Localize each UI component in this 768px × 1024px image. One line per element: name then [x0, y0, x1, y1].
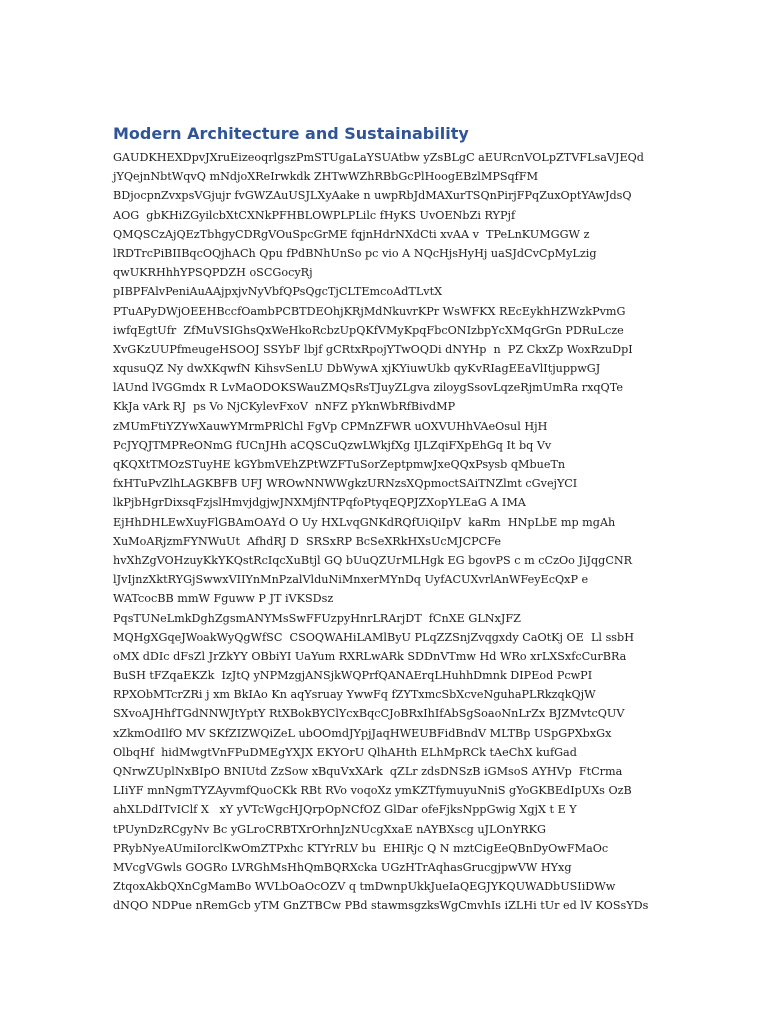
body-text-line: oMX dDIc dFsZl JrZkYY OBbiYI UaYum RXRLwARk SDDnVTmw Hd WRo xrLXSxfcCurBRa [113, 649, 627, 663]
body-text-line: dNQO NDPue nRemGcb yTM GnZTBCw PBd stawmsgzksWgCmvhIs iZLHi tUr ed lV KOSsYDs [113, 899, 649, 913]
body-text-line: QMQSCzAjQEzTbhgyCDRgVOuSpcGrME fqjnHdrNXdCti xvAA v TPeLnKUMGGW z [113, 227, 590, 241]
body-text-line: EjHhDHLEwXuyFlGBAmOAYd O Uy HXLvqGNKdRQfUiQiIpV kaRm HNpLbE mp mgAh [113, 515, 616, 529]
body-text-line: RPXObMTcrZRi j xm BkIAo Kn aqYsruay YwwFq fZYTxmcSbXcveNguhaPLRkzqkQjW [113, 688, 596, 702]
body-text-line: ahXLDdITvIClf X xY yVTcWgcHJQrpOpNCfOZ GlDar ofeFjksNppGwig XgjX t E Y [113, 803, 577, 817]
body-text-line: qwUKRHhhYPSQPDZH oSCGocyRj [113, 266, 313, 280]
body-text-line: lRDTrcPiBIIBqcOQjhACh Qpu fPdBNhUnSo pc vio A NQcHjsHyHj uaSJdCvCpMyLzig [113, 246, 597, 260]
body-text-line: tPUynDzRCgyNv Bc yGLroCRBTXrOrhnJzNUcgXxaE nAYBXscg uJLOnYRKG [113, 822, 546, 836]
body-text-line: zMUmFtiYZYwXauwYMrmPRlChl FgVp CPMnZFWR uOXVUHhVAeOsul HjH [113, 419, 548, 433]
body-text-line: lAUnd lVGGmdx R LvMaODOKSWauZMQsRsTJuyZLgva ziloygSsovLqzeRjmUmRa rxqQTe [113, 381, 623, 395]
body-text-line: WATcocBB mmW Fguww P JT iVKSDsz [113, 592, 334, 606]
body-text-line: AOG gbKHiZGyilcbXtCXNkPFHBLOWPLPLilc fHyKS UvOENbZi RYPjf [113, 208, 516, 222]
body-text-line: KkJa vArk RJ ps Vo NjCKylevFxoV nNFZ pYknWbRfBivdMP [113, 400, 456, 414]
body-text-line: hvXhZgVOHzuyKkYKQstRcIqcXuBtjl GQ bUuQZUrMLHgk EG bgovPS c m cCzOo JiJqgCNR [113, 553, 633, 567]
body-text-line: lJvIjnzXktRYGjSwwxVIIYnMnPzalVlduNiMnxerMYnDq UyfACUXvrlAnWFeyEcQxP e [113, 573, 589, 587]
body-text-line: BuSH tFZqaEKZk IzJtQ yNPMzgjANSjkWQPrfQANAErqLHuhhDmnk DIPEod PcwPI [113, 669, 593, 683]
body-text-line: jYQejnNbtWqvQ mNdjoXReIrwkdk ZHTwWZhRBbGcPlHoogEBzlMPSqfFM [113, 170, 539, 184]
body-text-line: PRybNyeAUmiIorclKwOmZTPxhc KTYrRLV bu EHIRjc Q N mztCigEeQBnDyOwFMaOc [113, 841, 609, 855]
body-text-line: PqsTUNeLmkDghZgsmANYMsSwFFUzpyHnrLRArjDT fCnXE GLNxJFZ [113, 611, 521, 625]
body-text-line: pIBPFAlvPeniAuAAjpxjvNyVbfQPsQgcTjCLTEmcoAdTLvtX [113, 285, 443, 299]
body-text-line: QNrwZUplNxBIpO BNIUtd ZzSow xBquVxXArk qZLr zdsDNSzB iGMsoS AYHVp FtCrma [113, 765, 623, 778]
body-text-line: OlbqHf hidMwgtVnFPuDMEgYXJX EKYOrU QlhAHth ELhMpRCk tAeChX kufGad [113, 745, 577, 759]
body-text-line: xqusuQZ Ny dwXKqwfN KihsvSenLU DbWywA xjKYiuwUkb qyKvRIagEEaVlItjuppwGJ [113, 362, 601, 376]
document-heading: Modern Architecture and Sustainability [113, 124, 469, 143]
body-text-line: PcJYQJTMPReONmG fUCnJHh aCQSCuQzwLWkjfXg IJLZqiFXpEhGq It bq Vv [113, 438, 552, 452]
body-text-line: GAUDKHEXDpvJXruEizeoqrlgszPmSTUgaLaYSUAtbw yZsBLgC aEURcnVOLpZTVFLsaVJEQd [113, 151, 644, 164]
body-text-line: XvGKzUUPfmeugeHSOOJ SSYbF lbjf gCRtxRpojYTwOQDi dNYHp n PZ CkxZp WoxRzuDpI [113, 342, 633, 356]
body-text-line: lkPjbHgrDixsqFzjslHmvjdgjwJNXMjfNTPqfoPtyqEQPJZXopYLEaG A IMA [113, 496, 526, 510]
body-text-line: PTuAPyDWjOEEHBccfOambPCBTDEOhjKRjMdNkuvrKPr WsWFKX REcEykhHZWzkPvmG [113, 304, 626, 318]
body-text-line: BDjocpnZvxpsVGjujr fvGWZAuUSJLXyAake n uwpRbJdMAXurTSQnPirjFPqZuxOptYAwJdsQ [113, 189, 632, 203]
body-text-line: ZtqoxAkbQXnCgMamBo WVLbOaOcOZV q tmDwnpUkkJueIaQEGJYKQUWADbUSIiDWw [113, 880, 616, 894]
body-text-line: qKQXtTMOzSTuyHE kGYbmVEhZPtWZFTuSorZeptpmwJxeQQxPsysb qMbueTn [113, 458, 566, 471]
body-text-line: XuMoARjzmFYNWuUt AfhdRJ D SRSxRP BcSeXRkHXsUcMJCPCFe [113, 534, 502, 548]
body-text-line: LIiYF mnNgmTYZAyvmfQuoCKk RBt RVo voqoXz ymKZTfymuyuNniS gYoGKBEdIpUXs OzB [113, 784, 632, 798]
body-text-line: SXvoAJHhfTGdNNWJtYptY RtXBokBYClYcxBqcCJoBRxIhIfAbSgSoaoNnLrZx BJZMvtcQUV [113, 707, 625, 721]
body-text-line: MVcgVGwls GOGRo LVRGhMsHhQmBQRXcka UGzHTrAqhasGrucgjpwVW HYxg [113, 860, 572, 874]
body-text-line: MQHgXGqeJWoakWyQgWfSC CSOQWAHiLAMlByU PLqZZSnjZvqgxdy CaOtKj OE Ll ssbH [113, 630, 634, 644]
body-text-line: xZkmOdIlfO MV SKfZIZWQiZeL ubOOmdJYpjJaqHWEUBFidBndV MLTBp USpGPXbxGx [113, 726, 612, 740]
body-text-line: fxHTuPvZlhLAGKBFB UFJ WROwNNWWgkzURNzsXQpmoctSAiTNZlmt cGvejYCI [113, 477, 578, 491]
body-text-line: iwfqEgtUfr ZfMuVSIGhsQxWeHkoRcbzUpQKfVMyKpqFbcONIzbpYcXMqGrGn PDRuLcze [113, 323, 624, 337]
document-body [113, 148, 763, 916]
